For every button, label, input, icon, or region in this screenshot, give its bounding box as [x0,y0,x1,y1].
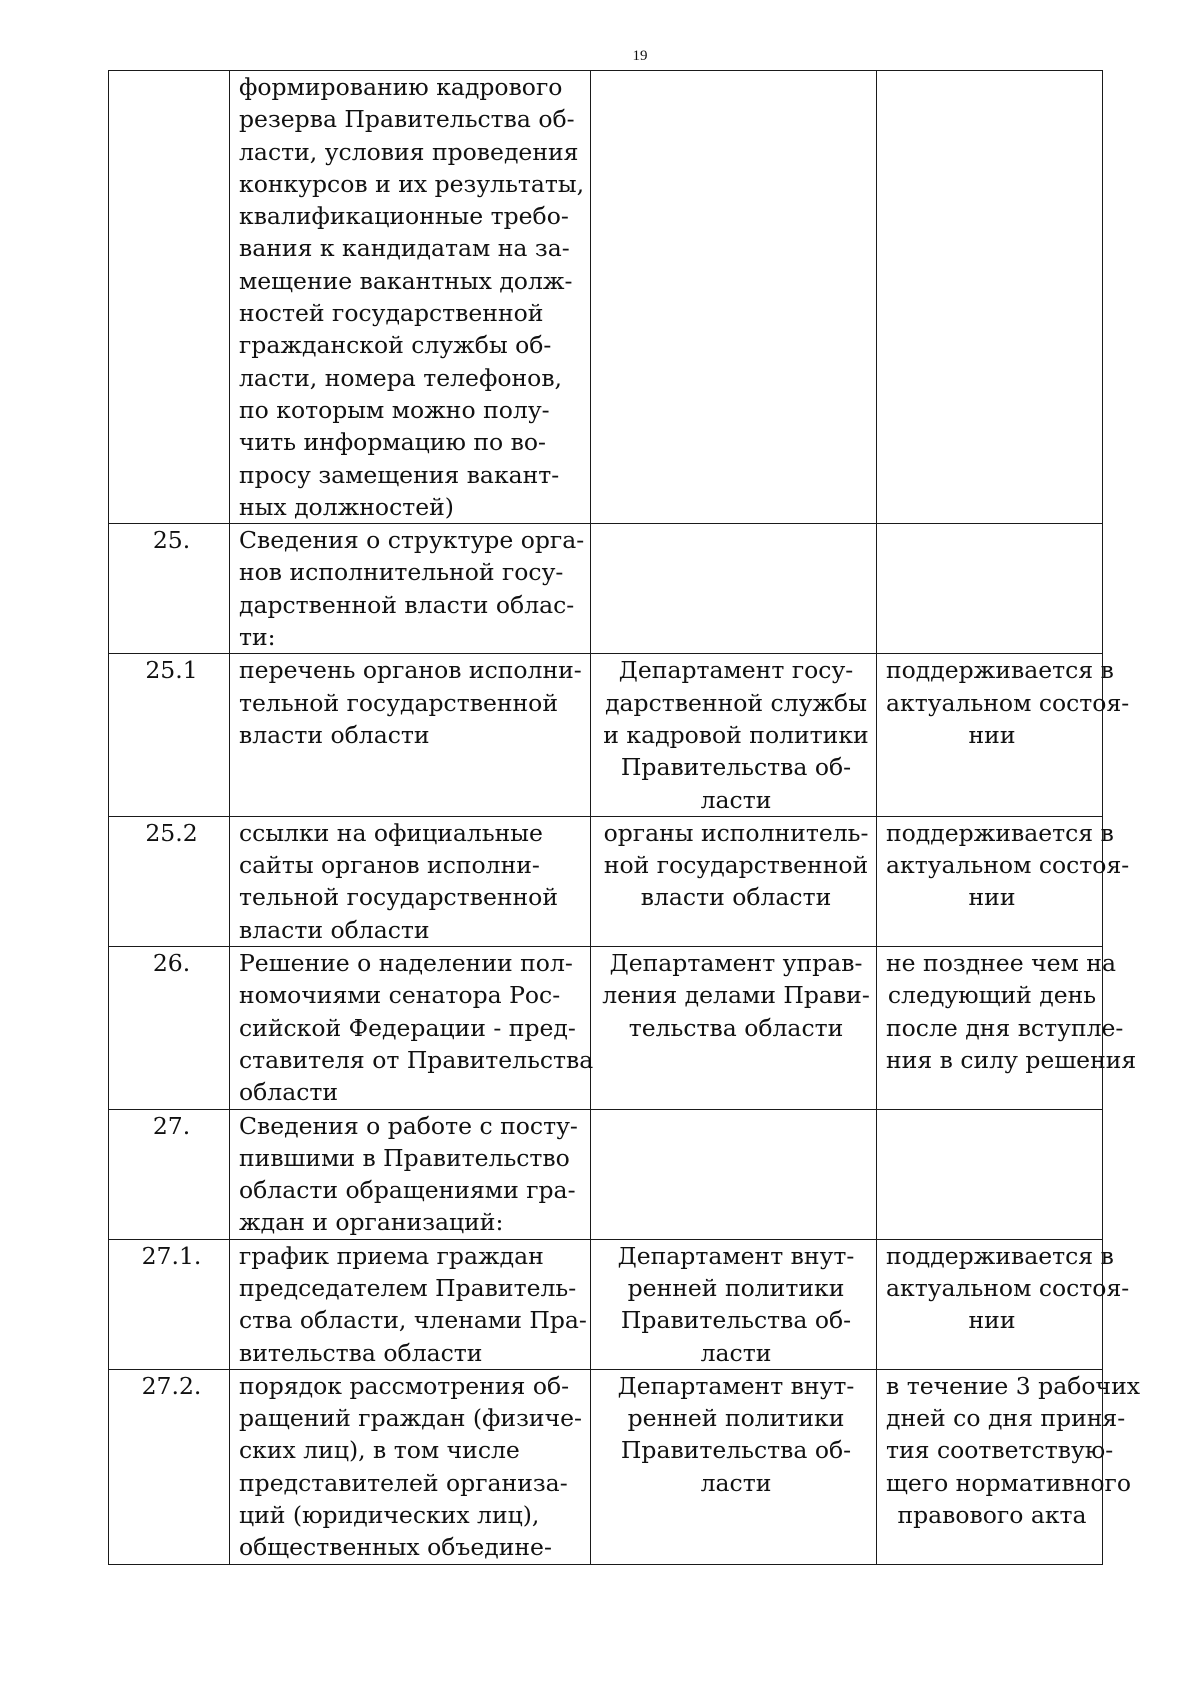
description-cell [230,1109,591,1239]
text-line: ти: [239,623,276,652]
description-cell [230,524,591,654]
text-line: мещение вакантных долж- [239,266,573,295]
item-number-cell: 26. [109,947,230,1109]
text-line: актуальном состоя- [886,851,1130,880]
text-line: области обращениями гра- [239,1176,576,1205]
text-line: Сведения о работе с посту- [239,1111,578,1140]
text-line: вания к кандидатам на за- [239,234,570,263]
text-line: график приема граждан [239,1241,544,1270]
page-number: 19 [632,48,648,64]
text-line: формированию кадрового [239,73,563,101]
responsible-cell [591,1239,877,1369]
item-number-cell: 27. [109,1109,230,1239]
table-body [109,71,1140,1565]
deadline-cell [877,1239,1130,1369]
text-line: ной государственной [603,851,869,880]
item-number-cell: 25.2 [109,816,230,946]
text-line: Решение о наделении пол- [239,949,573,978]
description-cell [230,71,591,524]
text-line: Правительства об- [620,1436,852,1465]
responsible-cell [591,524,877,654]
item-number-cell: 25. [109,524,230,654]
responsible-cell [591,1109,877,1239]
text-line: просу замещения вакант- [239,460,560,489]
text-line: ностей государственной [239,299,544,328]
table-row [109,1239,1103,1369]
text-line: сайты органов исполни- [239,851,540,880]
responsible-cell [591,816,877,946]
description-cell [230,947,594,1109]
description-cell [230,1239,591,1369]
text-line: тельной государственной [239,883,558,912]
text-line: порядок рассмотрения об- [239,1371,570,1400]
table-row [109,1109,1103,1239]
item-number-cell [109,71,230,524]
text-line: ренней политики [627,1273,845,1302]
text-line: сийской Федерации - пред- [239,1013,576,1042]
text-line: ласти, условия проведения [239,137,579,166]
text-line: актуальном состоя- [886,1273,1130,1302]
text-line: ренней политики [627,1404,845,1433]
table-row [109,1369,1103,1564]
text-line: ских лиц), в том числе [239,1436,520,1465]
text-line: не позднее чем на [886,949,1116,978]
responsible-cell [591,947,877,1109]
text-line: перечень органов исполни- [239,656,582,685]
text-line: номочиями сенатора Рос- [239,981,561,1010]
text-line: ления делами Прави- [602,981,870,1010]
text-line: представителей организа- [239,1468,568,1497]
table-row [109,654,1103,816]
deadline-cell [877,1369,1140,1564]
text-line: по которым можно полу- [239,395,550,424]
text-line: Правительства об- [620,753,852,782]
deadline-cell [877,1109,1103,1239]
text-line: поддерживается в [886,656,1114,685]
table-row [109,816,1103,946]
table-row [109,947,1103,1109]
text-line: нов исполнительной госу- [239,558,564,587]
item-number-cell: 27.1. [109,1239,230,1369]
deadline-cell [877,947,1137,1109]
text-line: ссылки на официальные [239,818,543,847]
text-line: нии [968,883,1016,912]
text-line: Сведения о структуре орга- [239,526,585,555]
text-line: Правительства об- [620,1306,852,1335]
text-line: в течение 3 рабочих [886,1371,1140,1400]
text-line: общественных объедине- [239,1533,552,1562]
text-line: ций (юридических лиц), [239,1501,540,1530]
description-cell [230,1369,591,1564]
text-line: ства области, членами Пра- [239,1306,587,1335]
text-line: нии [968,720,1016,749]
text-line: ласти, номера телефонов, [239,363,563,392]
text-line: ласти [700,1468,772,1497]
table-row [109,524,1103,654]
text-line: ласти [700,1338,772,1367]
text-line: председателем Правитель- [239,1273,577,1302]
text-line: ных должностей) [239,492,454,521]
text-line: области [239,1078,339,1107]
deadline-cell [877,816,1130,946]
text-line: дарственной службы [605,688,867,717]
text-line: Департамент внут- [617,1371,855,1400]
text-line: актуальном состоя- [886,688,1130,717]
text-line: ставителя от Правительства [239,1045,594,1074]
responsible-cell [591,71,877,524]
text-line: власти области [239,915,430,944]
text-line: следующий день [887,981,1097,1010]
text-line: ния в силу решения [886,1045,1137,1074]
description-cell [230,816,591,946]
text-line: резерва Правительства об- [239,105,575,134]
text-line: власти области [239,720,430,749]
text-line: вительства области [239,1338,483,1367]
text-line: правового акта [897,1501,1087,1530]
description-cell [230,654,591,816]
document-table [108,70,1140,1565]
text-line: тельной государственной [239,688,558,717]
text-line: ращений граждан (физиче- [239,1404,582,1433]
text-line: органы исполнитель- [603,818,869,847]
responsible-cell [591,654,877,816]
deadline-cell [877,654,1130,816]
text-line: Департамент госу- [618,656,854,685]
table-row [109,71,1103,524]
item-number-cell: 25.1 [109,654,230,816]
text-line: ласти [700,785,772,814]
text-line: конкурсов и их результаты, [239,169,585,198]
text-line: ждан и организаций: [239,1208,504,1237]
text-line: Департамент управ- [609,949,863,978]
text-line: тельства области [628,1013,844,1042]
text-line: дарственной власти облас- [239,590,575,619]
text-line: квалификационные требо- [239,202,569,231]
text-line: чить информацию по во- [239,428,546,457]
text-line: поддерживается в [886,1241,1114,1270]
text-line: власти области [640,883,832,912]
text-line: Департамент внут- [617,1241,855,1270]
text-line: после дня вступле- [886,1013,1124,1042]
text-line: пившими в Правительство [239,1143,570,1172]
text-line: тия соответствую- [886,1436,1114,1465]
text-line: щего нормативного [886,1468,1131,1497]
responsible-cell [591,1369,877,1564]
item-number-cell: 27.2. [109,1369,230,1564]
text-line: и кадровой политики [603,720,869,749]
deadline-cell [877,524,1103,654]
deadline-cell [877,71,1103,524]
text-line: нии [968,1306,1016,1335]
text-line: гражданской службы об- [239,331,552,360]
text-line: дней со дня приня- [886,1404,1126,1433]
text-line: поддерживается в [886,818,1114,847]
